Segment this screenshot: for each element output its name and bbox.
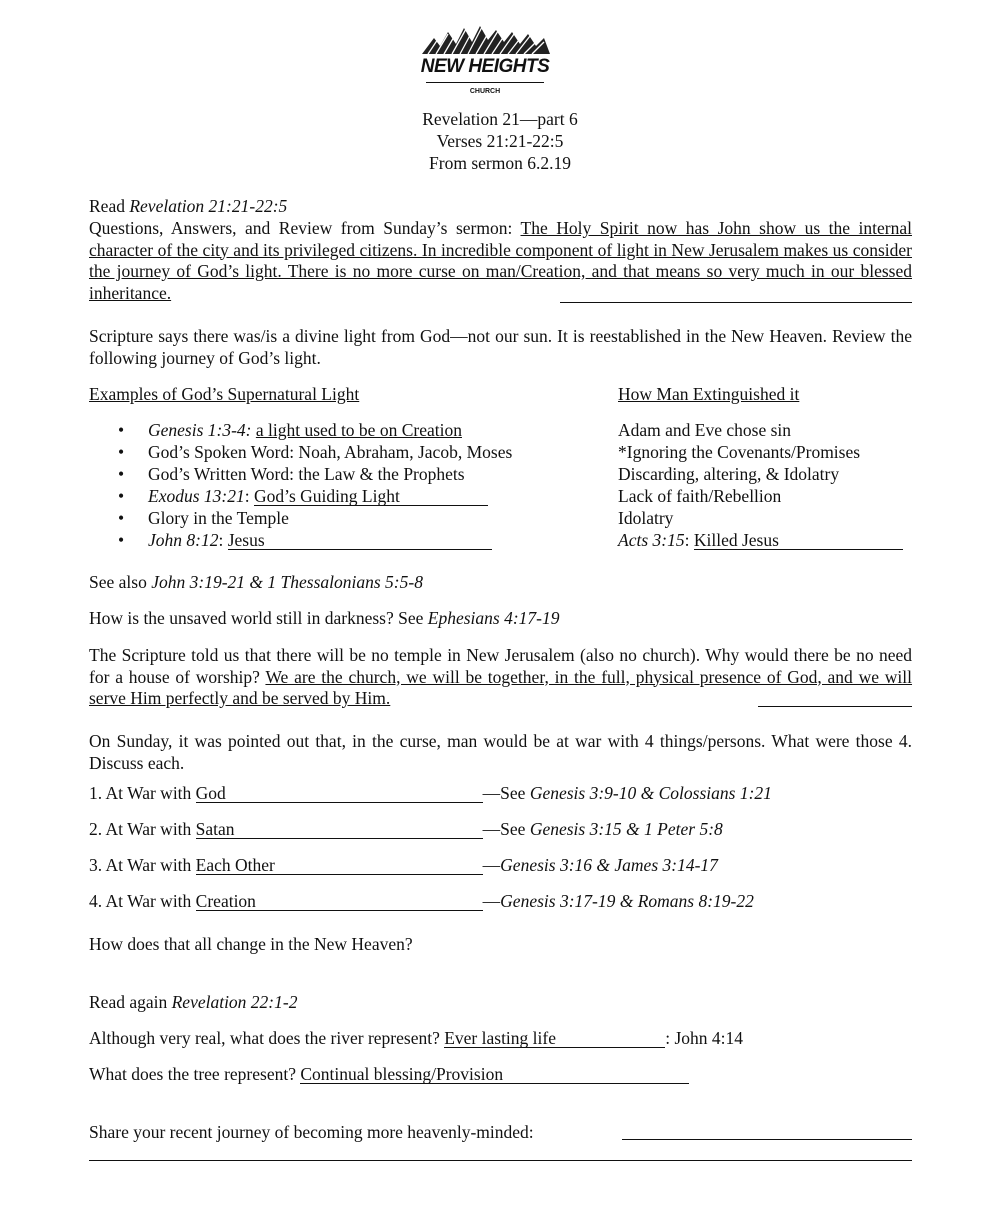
table-row <box>0 508 1000 530</box>
read-label: Read <box>89 196 130 216</box>
read-instruction <box>89 196 912 218</box>
war-separator: — <box>482 855 501 875</box>
example-reference: Genesis 1:3-4: <box>148 420 252 440</box>
war-label: 2. At War with <box>89 819 196 839</box>
tree-prompt: What does the tree represent? <box>89 1064 301 1084</box>
example-cell: Glory in the Temple <box>148 508 289 528</box>
extinguished-cell <box>618 530 903 552</box>
read-again-instruction <box>89 992 912 1014</box>
war-reference: Genesis 3:9-10 & Colossians 1:21 <box>529 783 772 803</box>
war-reference: Genesis 3:16 & James 3:14-17 <box>500 855 718 875</box>
bullet-icon: • <box>118 442 125 462</box>
table-row <box>0 530 1000 552</box>
war-item <box>89 891 912 913</box>
read-again-reference: Revelation 22:1-2 <box>171 992 298 1012</box>
share-answer-line-2[interactable] <box>89 1160 912 1161</box>
extinguished-answer: Killed Jesus <box>694 532 903 550</box>
table-row <box>0 486 1000 508</box>
river-question <box>89 1028 912 1050</box>
example-cell <box>148 530 492 552</box>
logo-name: NEW HEIGHTS <box>420 56 550 77</box>
mountain-logo-icon <box>418 24 552 58</box>
examples-column-header: Examples of God’s Supernatural Light <box>89 384 360 404</box>
example-cell: God’s Written Word: the Law & the Prophets <box>148 464 465 484</box>
war-separator: —See <box>482 783 530 803</box>
see-also-reference: John 3:19-21 & 1 Thessalonians 5:5-8 <box>151 572 423 592</box>
war-label: 4. At War with <box>89 891 196 911</box>
war-answer: God <box>196 785 483 803</box>
table-row <box>0 420 1000 442</box>
table-row <box>0 464 1000 486</box>
see-also-line <box>89 572 912 594</box>
lesson-title: Revelation 21—part 6 <box>422 109 578 129</box>
qa-answer: The Holy Spirit now has John show us the internal character of the city and its privileged citizens. In incredible component of light in New Jerusalem makes us consider the journey of God’s light. There is no more curse on man/Creation, and that means so very much in our blessed inheritance. <box>89 218 912 303</box>
war-answer: Creation <box>196 893 483 911</box>
river-reference: : John 4:14 <box>665 1028 744 1048</box>
share-prompt <box>89 1122 912 1144</box>
war-item <box>89 783 912 805</box>
temple-answer: We are the church, we will be together, in the full, physical presence of God, and we will serve Him perfectly and be served by Him. <box>89 666 913 708</box>
darkness-reference: Ephesians 4:17-19 <box>427 608 560 628</box>
read-again-label: Read again <box>89 992 172 1012</box>
scripture-light-paragraph: Scripture says there was/is a divine light from God—not our sun. It is reestablished in the New Heaven. Review the following journey of God’s light. <box>89 326 912 368</box>
extinguished-cell: Idolatry <box>618 508 674 528</box>
war-item <box>89 819 912 841</box>
example-answer: God’s Guiding Light <box>254 488 488 506</box>
example-separator: : <box>218 530 228 550</box>
extinguished-column-header: How Man Extinguished it <box>618 384 800 404</box>
example-reference: John 8:12 <box>148 530 219 550</box>
new-heaven-question: How does that all change in the New Heaven? <box>89 934 413 954</box>
table-row <box>0 442 1000 464</box>
read-reference: Revelation 21:21-22:5 <box>129 196 288 216</box>
bullet-icon: • <box>118 420 125 440</box>
temple-paragraph <box>89 645 912 710</box>
tree-question <box>89 1064 912 1086</box>
example-cell <box>148 486 488 508</box>
war-item <box>89 855 912 877</box>
extinguished-separator: : <box>684 530 694 550</box>
darkness-prompt: How is the unsaved world still in darkness? See <box>89 608 428 628</box>
war-separator: —See <box>482 819 530 839</box>
war-separator: — <box>482 891 501 911</box>
see-also-label: See also <box>89 572 152 592</box>
qa-answer-line <box>560 302 912 303</box>
qa-prompt: Questions, Answers, and Review from Sunday’s sermon: <box>89 218 521 238</box>
extinguished-cell: Adam and Eve chose sin <box>618 420 792 440</box>
share-answer-line[interactable] <box>622 1139 912 1140</box>
example-answer: a light used to be on Creation <box>255 420 462 440</box>
temple-answer-line <box>758 706 912 707</box>
lesson-sermon-date: From sermon 6.2.19 <box>429 153 571 173</box>
example-answer: Jesus <box>228 532 492 550</box>
war-answer: Satan <box>196 821 483 839</box>
war-label: 3. At War with <box>89 855 196 875</box>
temple-question: The Scripture told us that there will be no temple in New Jerusalem (also no church). Why would there be no need for a house of worship? <box>89 645 912 687</box>
river-prompt: Although very real, what does the river represent? <box>89 1028 445 1048</box>
example-separator: : <box>244 486 254 506</box>
extinguished-cell: Lack of faith/Rebellion <box>618 486 782 506</box>
church-logo <box>418 24 552 98</box>
lesson-verses: Verses 21:21-22:5 <box>436 131 564 151</box>
extinguished-cell: Discarding, altering, & Idolatry <box>618 464 840 484</box>
war-intro: On Sunday, it was pointed out that, in the curse, man would be at war with 4 things/persons. What were those 4. Discuss each. <box>89 731 912 773</box>
extinguished-cell: *Ignoring the Covenants/Promises <box>618 442 861 462</box>
darkness-question <box>89 608 912 630</box>
tree-answer: Continual blessing/Provision <box>300 1066 689 1084</box>
example-cell: God’s Spoken Word: Noah, Abraham, Jacob, Moses <box>148 442 513 462</box>
war-reference: Genesis 3:15 & 1 Peter 5:8 <box>529 819 723 839</box>
bullet-icon: • <box>118 486 125 506</box>
river-answer: Ever lasting life <box>444 1030 665 1048</box>
qa-paragraph <box>89 218 912 304</box>
example-reference: Exodus 13:21 <box>148 486 245 506</box>
war-label: 1. At War with <box>89 783 196 803</box>
bullet-icon: • <box>118 530 125 550</box>
share-label: Share your recent journey of becoming more heavenly-minded: <box>89 1122 534 1142</box>
war-answer: Each Other <box>196 857 483 875</box>
example-cell <box>148 420 462 442</box>
war-reference: Genesis 3:17-19 & Romans 8:19-22 <box>500 891 754 911</box>
extinguished-reference: Acts 3:15 <box>618 530 685 550</box>
bullet-icon: • <box>118 508 125 528</box>
bullet-icon: • <box>118 464 125 484</box>
logo-subtitle: CHURCH <box>469 88 501 95</box>
